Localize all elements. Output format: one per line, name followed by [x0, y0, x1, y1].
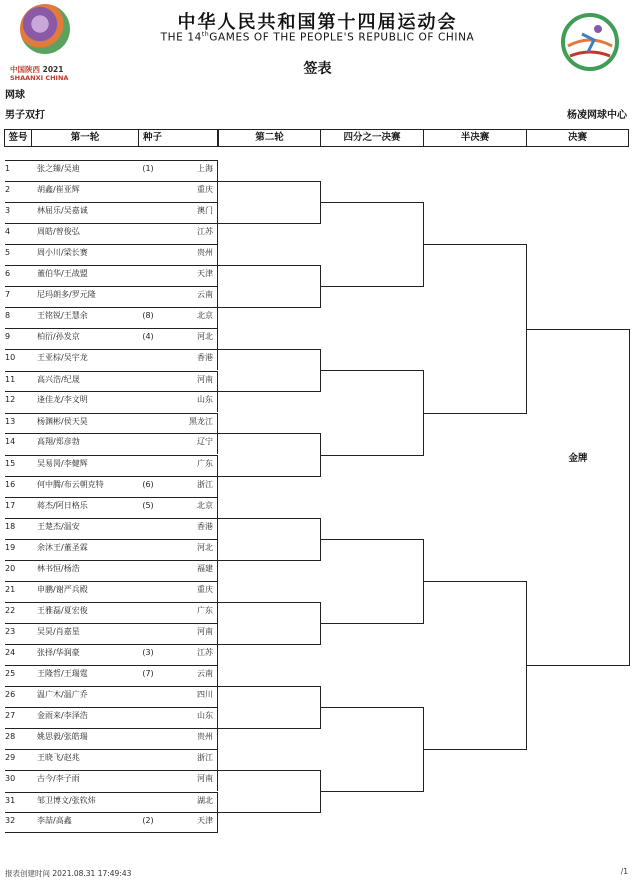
- player-pair: 柏衍/孙发京: [37, 332, 80, 341]
- r2-top-line: [217, 518, 320, 519]
- team-name: 黑龙江: [189, 417, 213, 426]
- player-pair: 董伯华/王战盟: [37, 269, 88, 278]
- team-name: 广东: [197, 459, 213, 468]
- title-en-post: GAMES OF THE PEOPLE'S REPUBLIC OF CHINA: [209, 31, 475, 44]
- col-draw-no: 签号: [4, 129, 32, 147]
- player-pair: 何中腾/布云朝克特: [37, 480, 104, 489]
- entry-top-line: [5, 623, 217, 624]
- team-name: 澳门: [197, 206, 213, 215]
- draw-number: 10: [5, 353, 16, 362]
- entry-top-line: [5, 307, 217, 308]
- draw-number: 26: [5, 690, 16, 699]
- col-sf: 半决赛: [423, 129, 527, 147]
- draw-number: 25: [5, 669, 16, 678]
- player-pair: 王隆哲/王瑞霆: [37, 669, 88, 678]
- qf-connector-horizontal: [423, 581, 526, 582]
- draw-number: 27: [5, 711, 16, 720]
- team-name: 香港: [197, 522, 213, 531]
- team-name: 山东: [197, 395, 213, 404]
- team-name: 河北: [197, 332, 213, 341]
- entry-top-line: [5, 581, 217, 582]
- draw-number: 8: [5, 311, 11, 320]
- entry-top-line: [5, 539, 217, 540]
- entry-top-line: [5, 560, 217, 561]
- team-name: 河南: [197, 627, 213, 636]
- draw-number: 19: [5, 543, 16, 552]
- entry-top-line: [5, 812, 217, 813]
- team-name: 天津: [197, 816, 213, 825]
- r2-connector-horizontal: [320, 791, 423, 792]
- team-name: 辽宁: [197, 437, 213, 446]
- player-pair: 林书恒/杨浩: [37, 564, 80, 573]
- games-title-cn: 中华人民共和国第十四届运动会: [177, 12, 458, 33]
- entry-top-line: [5, 707, 217, 708]
- seed-number: (1): [142, 164, 154, 173]
- doc-title: 签表: [303, 61, 332, 77]
- r2-bottom-line: [217, 476, 320, 477]
- draw-number: 4: [5, 227, 11, 236]
- col-round1: 第一轮: [31, 129, 139, 147]
- logo-caption-cn: 中国陕西: [10, 65, 40, 74]
- entry-top-line: [5, 244, 217, 245]
- player-pair: 申鹏/谢严兵殿: [37, 585, 88, 594]
- draw-number: 2: [5, 185, 11, 194]
- player-pair: 王亚棕/吴宇龙: [37, 353, 88, 362]
- r2-top-line: [217, 349, 320, 350]
- draw-number: 29: [5, 753, 16, 762]
- draw-number: 23: [5, 627, 16, 636]
- draw-number: 20: [5, 564, 16, 573]
- team-name: 重庆: [197, 185, 213, 194]
- col-qf: 四分之一决赛: [320, 129, 424, 147]
- r2-top-line: [217, 770, 320, 771]
- entry-top-line: [5, 181, 217, 182]
- draw-number: 1: [5, 164, 11, 173]
- draw-number: 21: [5, 585, 16, 594]
- team-name: 广东: [197, 606, 213, 615]
- player-pair: 李喆/高鑫: [37, 816, 72, 825]
- seed-number: (4): [142, 332, 154, 341]
- final-right-edge: [629, 329, 630, 666]
- draw-number: 17: [5, 501, 16, 510]
- entry-top-line: [5, 728, 217, 729]
- col-final: 决赛: [526, 129, 629, 147]
- draw-number: 9: [5, 332, 11, 341]
- player-pair: 周皓/曾俊弘: [37, 227, 80, 236]
- team-name: 贵州: [197, 732, 213, 741]
- team-name: 山东: [197, 711, 213, 720]
- draw-number: 5: [5, 248, 11, 257]
- draw-number: 13: [5, 417, 16, 426]
- player-pair: 王雅磊/夏宏俊: [37, 606, 88, 615]
- team-name: 四川: [197, 690, 213, 699]
- gold-medal-label: 金牌: [568, 453, 588, 464]
- entry-top-line: [5, 202, 217, 203]
- team-name: 浙江: [197, 753, 213, 762]
- draw-number: 6: [5, 269, 11, 278]
- seed-number: (2): [142, 816, 154, 825]
- player-pair: 尼玛朗多/罗元隆: [37, 290, 96, 299]
- r2-bottom-line: [217, 307, 320, 308]
- draw-number: 7: [5, 290, 11, 299]
- entry-top-line: [5, 413, 217, 414]
- entry-top-line: [5, 665, 217, 666]
- r2-bottom-line: [217, 812, 320, 813]
- logo-caption-en: SHAANXI: [10, 74, 44, 82]
- team-name: 江苏: [197, 648, 213, 657]
- team-name: 天津: [197, 269, 213, 278]
- player-pair: 王铭锐/王慧余: [37, 311, 88, 320]
- player-pair: 林屈乐/吴嘉诚: [37, 206, 88, 215]
- team-name: 上海: [197, 164, 213, 173]
- col-round2: 第二轮: [218, 129, 321, 147]
- entry-top-line: [5, 371, 217, 372]
- entry-top-line: [5, 160, 217, 161]
- team-name: 江苏: [197, 227, 213, 236]
- sf-connector-horizontal: [526, 665, 629, 666]
- event-label: 男子双打: [5, 110, 45, 121]
- team-name: 浙江: [197, 480, 213, 489]
- player-pair: 温广木/温广乔: [37, 690, 88, 699]
- title-en-pre: THE 14: [160, 31, 202, 44]
- player-pair: 吴易昺/李健辉: [37, 459, 88, 468]
- title-en-sup: th: [201, 31, 210, 38]
- team-name: 河北: [197, 543, 213, 552]
- player-pair: 王晓飞/赵兆: [37, 753, 80, 762]
- logo-caption-year: 2021: [42, 65, 64, 74]
- entry-bottom-line: [5, 832, 217, 833]
- player-pair: 邹卫博文/张钦炜: [37, 796, 96, 805]
- draw-number: 18: [5, 522, 16, 531]
- player-pair: 胡鑫/崔亚辉: [37, 185, 80, 194]
- r2-bottom-line: [217, 644, 320, 645]
- draw-number: 32: [5, 816, 16, 825]
- entry-top-line: [5, 518, 217, 519]
- player-pair: 蒋杰/阿日格乐: [37, 501, 88, 510]
- r2-connector-horizontal: [320, 623, 423, 624]
- player-pair: 张择/华润豪: [37, 648, 80, 657]
- r2-connector-horizontal: [320, 707, 423, 708]
- team-name: 云南: [197, 290, 213, 299]
- player-pair: 高兴浩/纪晟: [37, 375, 80, 384]
- entry-top-line: [5, 223, 217, 224]
- draw-number: 14: [5, 437, 16, 446]
- draw-number: 12: [5, 395, 16, 404]
- entry-top-line: [5, 602, 217, 603]
- seed-number: (5): [142, 501, 154, 510]
- r2-connector-horizontal: [320, 370, 423, 371]
- player-pair: 逢佳龙/李文明: [37, 395, 88, 404]
- r2-bottom-line: [217, 223, 320, 224]
- player-pair: 姚思毅/张皓瑞: [37, 732, 88, 741]
- r2-top-line: [217, 433, 320, 434]
- draw-number: 15: [5, 459, 16, 468]
- team-name: 北京: [197, 501, 213, 510]
- col-seed: 种子: [138, 129, 218, 147]
- r2-connector-horizontal: [320, 539, 423, 540]
- qf-connector-horizontal: [423, 413, 526, 414]
- venue-label: 杨凌网球中心: [567, 110, 627, 121]
- player-pair: 古今/李子雨: [37, 774, 80, 783]
- draw-number: 24: [5, 648, 16, 657]
- seed-number: (8): [142, 311, 154, 320]
- player-pair: 余沐王/董圣霖: [37, 543, 88, 552]
- entry-top-line: [5, 476, 217, 477]
- report-created-time: 报表创建时间 2021.08.31 17:49:43: [5, 869, 132, 878]
- team-name: 河南: [197, 774, 213, 783]
- draw-number: 31: [5, 796, 16, 805]
- r2-connector-horizontal: [320, 286, 423, 287]
- team-name: 云南: [197, 669, 213, 678]
- entry-top-line: [5, 770, 217, 771]
- player-pair: 张之臻/吴迪: [37, 164, 80, 173]
- seed-number: (3): [142, 648, 154, 657]
- r2-top-line: [217, 181, 320, 182]
- entry-top-line: [5, 497, 217, 498]
- team-name: 重庆: [197, 585, 213, 594]
- draw-number: 28: [5, 732, 16, 741]
- team-name: 北京: [197, 311, 213, 320]
- entry-top-line: [5, 644, 217, 645]
- entry-top-line: [5, 792, 217, 793]
- r2-connector-horizontal: [320, 455, 423, 456]
- qf-connector-horizontal: [423, 244, 526, 245]
- draw-number: 22: [5, 606, 16, 615]
- entry-top-line: [5, 349, 217, 350]
- draw-number: 3: [5, 206, 11, 215]
- player-pair: 王楚杰/温安: [37, 522, 80, 531]
- player-pair: 高翔/郑彦勃: [37, 437, 80, 446]
- r2-bottom-line: [217, 560, 320, 561]
- seed-number: (6): [142, 480, 154, 489]
- draw-number: 30: [5, 774, 16, 783]
- r2-top-line: [217, 265, 320, 266]
- team-name: 福建: [197, 564, 213, 573]
- entry-top-line: [5, 265, 217, 266]
- r2-top-line: [217, 686, 320, 687]
- entry-top-line: [5, 391, 217, 392]
- team-name: 贵州: [197, 248, 213, 257]
- sf-connector-horizontal: [526, 329, 629, 330]
- seed-number: (7): [142, 669, 154, 678]
- draw-number: 11: [5, 375, 16, 384]
- logo-caption-china: CHINA: [45, 74, 69, 82]
- page-number: /1: [620, 867, 628, 876]
- entry-top-line: [5, 455, 217, 456]
- r2-top-line: [217, 602, 320, 603]
- player-pair: 吴昊/肖嘉星: [37, 627, 80, 636]
- sport-label: 网球: [5, 90, 25, 101]
- draw-number: 16: [5, 480, 16, 489]
- team-name: 香港: [197, 353, 213, 362]
- team-name: 河南: [197, 375, 213, 384]
- r2-connector-horizontal: [320, 202, 423, 203]
- team-name: 湖北: [197, 796, 213, 805]
- player-pair: 金雨来/李泽浩: [37, 711, 88, 720]
- qf-connector-horizontal: [423, 749, 526, 750]
- r2-bottom-line: [217, 391, 320, 392]
- r2-bottom-line: [217, 728, 320, 729]
- player-pair: 周小川/梁长赛: [37, 248, 88, 257]
- entry-top-line: [5, 433, 217, 434]
- entry-top-line: [5, 328, 217, 329]
- entry-top-line: [5, 686, 217, 687]
- player-pair: 杨渊彬/侯天昊: [37, 417, 88, 426]
- entry-top-line: [5, 286, 217, 287]
- entry-top-line: [5, 749, 217, 750]
